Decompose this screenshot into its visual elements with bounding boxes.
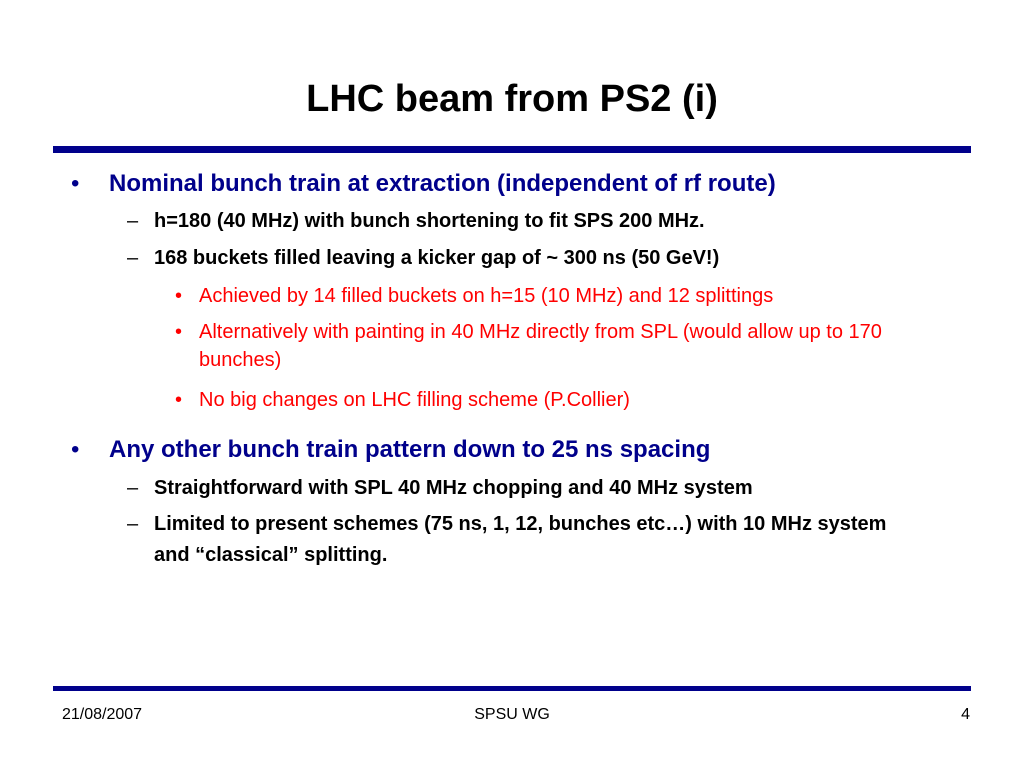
bullet-marker: • [175,389,183,411]
bullet-marker: • [175,321,183,343]
bullet-1-sub-1-text: h=180 (40 MHz) with bunch shortening to fit SPS 200 MHz. [154,210,705,232]
item-text: No big changes on LHC filling scheme (P.Collier) [199,389,630,411]
item-text: Alternatively with painting in 40 MHz directly from SPL (would allow up to 170 bunches) [199,321,882,371]
bullet-1-sub-2-text: 168 buckets filled leaving a kicker gap of ~ 300 ns (50 GeV!) [154,247,720,269]
footer-date: 21/08/2007 [62,706,143,723]
dash-marker: – [127,513,139,535]
footer-title: SPSU WG [474,706,550,723]
bullet-2-sub-2-text: Limited to present schemes (75 ns, 1, 12, bunches etc…) with 10 MHz system and “classical” splitting. [154,513,887,566]
title-divider [53,146,971,153]
bullet-marker: • [175,285,183,307]
dash-marker: – [127,210,139,232]
bullet-marker: • [71,170,80,197]
slide-title: LHC beam from PS2 (i) [306,78,718,120]
bullet-2-text: Any other bunch train pattern down to 25 ns spacing [109,436,711,463]
bullet-1-text: Nominal bunch train at extraction (independent of rf route) [109,170,776,197]
item-text: Achieved by 14 filled buckets on h=15 (10 MHz) and 12 splittings [199,285,774,307]
bullet-2-sub-1-text: Straightforward with SPL 40 MHz chopping and 40 MHz system [154,477,753,499]
dash-marker: – [127,477,139,499]
footer-divider [53,686,971,691]
bullet-marker: • [71,436,80,463]
page-number: 4 [961,706,970,723]
dash-marker: – [127,247,139,269]
